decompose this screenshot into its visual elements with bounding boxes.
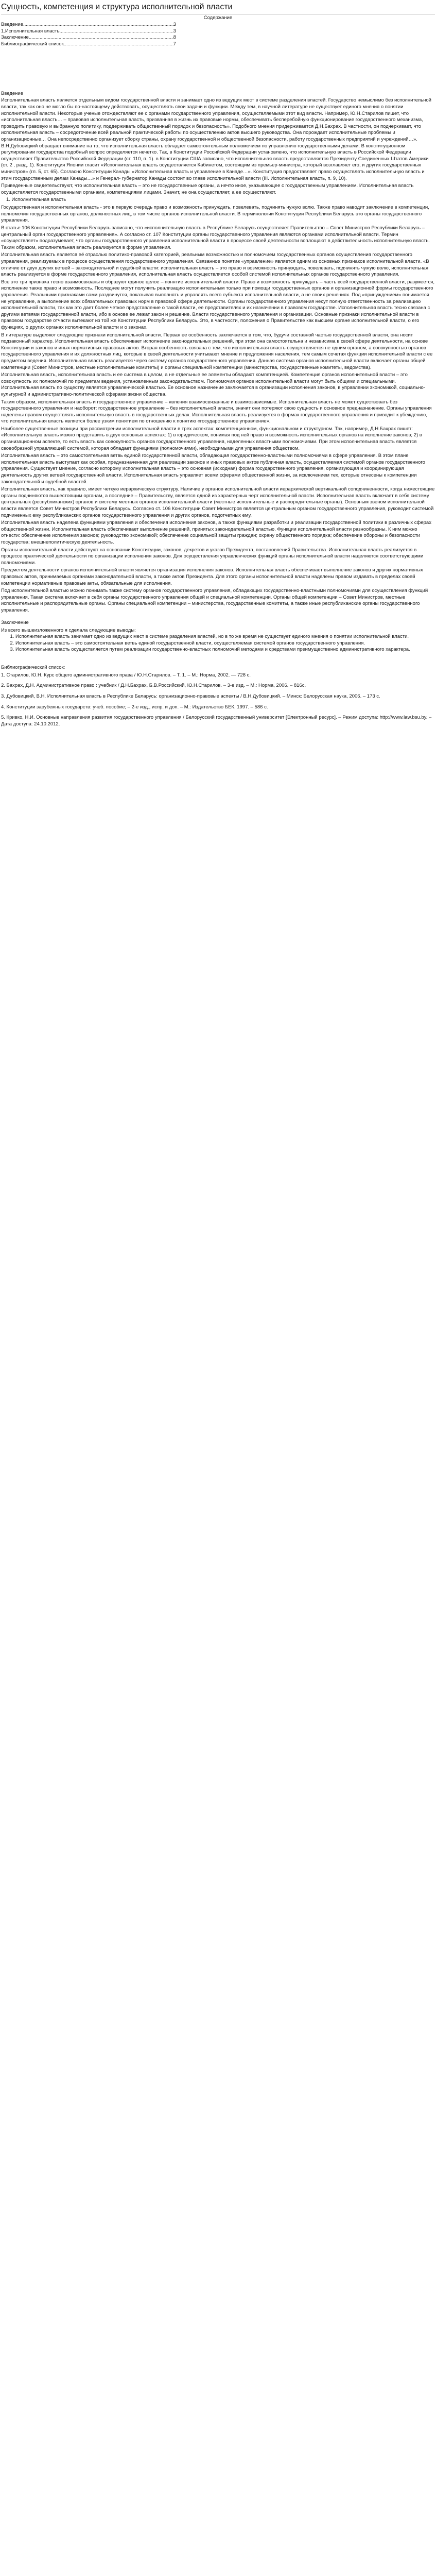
list-item: 1. Исполнительная власть занимает одно из ведущих мест в системе разделения властей, но в то же время не существует единого мнения о понятии исполнительной власти. — [15, 634, 435, 640]
list-item: 3. Исполнительная власть осуществляется путем реализации государственно-властных полномочий методами и средствами преимущественно административного характера. — [15, 647, 435, 653]
toc-entry-page: 3 — [173, 28, 176, 34]
toc-entry[interactable] — [1, 41, 176, 48]
conclusion-heading: Заключение — [1, 619, 29, 625]
paragraph: В.Н.Дубовицкий обращает внимание на то, что исполнительная власть обладает самостоятельным полномочием по управлению государственными делами. В конституционном регулировании государства подобный вопрос определяется нечетко. Так, в Конституции Российской Федерации установлено, что исполнительную власть в Российской Федерации осуществляет Правительство Российской Федерации (ст. 110, п. 1). в Конституции США записано, что исполнительная власть предоставляется Президенту Соединенных Штатов Америки (ст. 2 , разд. 1). Конституция Японии гласит «Исполнительная власть осуществляется Кабинетом, состоящим из премьер-министра, который возглавляет его, и других государственных министров» (гл. 5, ст. 65). Согласно Конституции Канады «Исполнительная власть и управление в Канаде…». Конституция предоставляет право осуществлять исполнительную власть и этим государственным делам Канады…» и Генерал- губернатор Канады состоит во главе исполнительной власти (III. Исполнительная власть, п. 9, 10). — [1, 143, 429, 181]
conclusion-section — [1, 628, 435, 653]
conclusion-list — [1, 634, 435, 653]
paragraph: Таким образом, исполнительная власть и государственное управление – явления взаимосвязанные и взаимозависимые. Исполнительная власть не может существовать без государственного управления и наоборот: государственное управление – без исполнительной власти, значит они потеряют свою сущность и основное предназначение. Органы управления наделены правом осуществлять исполнительную власть в государственных делах. Исполнительная власть реализуется в формах государственного управления и приводит к убеждению, что исполнительная власть является более узким понятием по отношению к понятию «государственное управление». — [1, 399, 432, 425]
structure-section — [1, 426, 435, 519]
toc-heading: Содержание — [203, 15, 233, 21]
toc-entry-page: 7 — [173, 41, 176, 47]
bibliography-entry: 1. Старилов, Ю.Н. Курс общего административного права / Ю.Н.Старилов. – Т. 1. – М.: Норма, 2002. — 728 с. — [1, 672, 251, 678]
bibliography-entry: 5. Кривко, Н.И. Основные направления развития государственного управления / Белорусский государственный университет [Электронный ресурс]. – Режим доступа: http://www.law.bsu.by. – Дата доступа: 24.10.2012. — [1, 715, 432, 727]
competence-section — [1, 372, 435, 425]
table-of-contents — [1, 22, 435, 47]
paragraph: Исполнительная власть, исполнительная власть и ее система в целом, а не отдельные ее элементы обладают компетенцией. Компетенция органов исполнительной власти – это совокупность их полномочий по предметам ведения, установленным законодательством. Полномочия органов исполнительной власти могут быть общими и специальными. Исполнительная власть по существу является управленческой властью. Ее основное назначение заключается в организации исполнения законов, в управлении экономикой, социально-культурной и административно-политической сферами жизни общества. — [1, 372, 425, 397]
toc-entry[interactable] — [1, 28, 176, 35]
intro-section — [1, 97, 435, 196]
bibliography — [1, 672, 435, 728]
paragraph: Исполнительная власть является её отраслью политико-правовой категорией, реальным возможностью и полномочием государственных органов осуществления государственного управления, реализуемых в процессе осуществления государственного управления. Связанное понятие «управление» является одним из основных признаков исполнительной власти. «В отличие от двух других ветвей – законодательной и судебной власти: исполнительная власть – это право и возможность принуждать, повелевать, подчинять чужую волю, исполнительная власть реализуется в форме государственного управления, исполнительная власть осуществляется особой системой исполнительных органов государственного управления. — [1, 252, 429, 278]
bibliography-entry: 3. Дубовицкий, В.Н. Исполнительная власть в Республике Беларусь: организационно-правовые аспекты / В.Н.Дубовицкий. – Минск: Белорусская наука, 2006. – 173 с. — [1, 693, 380, 700]
intro-heading: Введение — [1, 91, 24, 97]
document-title: Сущность, компетенция и структура исполнительной власти — [1, 3, 233, 11]
paragraph: В статье 106 Конституции Республики Беларусь записано, что «исполнительную власть в Республике Беларусь осуществляет Правительство – Совет Министров Республики Беларусь – центральный орган государственного управления». А согласно ст. 107 Конституции органы государственного управления являются органами исполнительной власти. Термин «осуществляет» подразумевает, что органы государственного управления исполнительной власти в процессе своей деятельности воплощают в действительность исполнительную власть. Таким образом, исполнительная власть реализуется в форме управления. — [1, 225, 430, 250]
toc-entry-page: 8 — [173, 35, 176, 41]
toc-entry[interactable] — [1, 22, 176, 28]
bibliography-entry: 2. Бахрах, Д.Н. Административное право : учебник / Д.Н.Бахрах, Б.В.Российский, Ю.Н.Старилов. – 3-е изд. – М.: Норма, 2006. – 816с. — [1, 683, 306, 689]
document-page — [0, 0, 436, 727]
list-item: 2. Исполнительная власть – это самостоятельная ветвь единой государственной власти, осуществляемая системой органов государственного управления. — [15, 640, 435, 647]
paragraph: Исполнительная власть, как правило, имеет четкую иерархическую структуру. Наличие у органов исполнительной власти иерархической вертикальной соподчиненности, когда нижестоящие органы подчиняются вышестоящим органам, а последние – Правительству, является одной из характерных черт исполнительной власти. Исполнительная власть включает в себя систему центральных (республиканских) органов и систему местных органов исполнительной власти (местные исполнительные и распорядительные органы). Основным звеном исполнительной власти является Совет Министров Республики Беларусь. Согласно ст. 106 Конституции Совет Министров является центральным органом государственного управления, руководит системой подчиненных ему республиканских органов государственного управления и других органов, подотчетных ему. — [1, 486, 435, 518]
subordination-section — [1, 567, 435, 614]
paragraph: Исполнительная власть – это самостоятельная ветвь единой государственной власти, обладающая государственно-властными полномочиями в сфере управления. В этом плане исполнительная власть выступает как особая, предназначенная для реализации законов и иных правовых актов публичная власть, осуществляемая системой органов государственного управления. Существует мнение, согласно которому исполнительная власть – это основная (исходная) форма государственного управления, организующая и координирующая деятельность других ветвей государственной власти. Исполнительная власть управляет всеми сферами общественной жизни, за исключением тех, которые отнесены к компетенции законодательной и судебной властей. — [1, 453, 425, 485]
paragraph: Приведенные свидетельствуют, что исполнительная власть – это не государственные органы, а нечто иное, указывающее с государственным управлением. Исполнительная власть осуществляется государственными органами, компетенциями лицами. Значит, не она осуществляет, а ее осуществляют. — [1, 183, 414, 195]
section-1-heading: 1. Исполнительная власть — [6, 197, 66, 203]
toc-entry-label: Библиографический список — [1, 41, 64, 47]
paragraph: Органы исполнительной власти действуют на основании Конституции, законов, декретов и указов Президента, постановлений Правительства. Исполнительная власть реализуется в процессе практической деятельности по организации исполнения законов. Для осуществления управленческих функций органы исполнительной власти наделяются соответствующими полномочиями. — [1, 547, 424, 566]
conclusion-intro: Из всего вышеизложенного я сделала следующие выводы: — [1, 627, 136, 633]
paragraph: Исполнительная власть является отдельным видом государственной власти и занимает одно из ведущих мест в системе разделения властей. Государство немыслимо без исполнительной власти, так как оно не могло бы по-настоящему действовать, осуществлять свои задачи и функции. Между тем, в научной литературе не существует единого мнения о понятии исполнительной власти. Некоторые ученые отождествляют ее с органами государственного управления, осуществляемыми этот вид власти. Например, Ю.Н.Старилов пишет, что «исполнительная власть… – правовая исполнительная власть, призванная в жизнь их правовые нормы, обеспечивать бесперебойную функционирование государственного механизма, проводить правовую и выбранную политику, поддерживать общественный порядок и безопасность». Подобного мнения придерживается Д.Н.Бахрах. В частности, он подчеркивает, что исполнительная власть – сосредоточение всей реальной практической работы по осуществлению актов высшего руководства. Она порождает исполнительные проблемы и организационные… Она непосредственно организует сборку страны, охрану государственной и общественной безопасности, работу государственных предприятий и учреждений…». — [1, 97, 431, 142]
section-1 — [1, 205, 435, 371]
paragraph: Все это три признака тесно взаимосвязаны и образуют единое целое – понятие исполнительной власти. Право и возможность принуждать – часть всей государственной власти, разумеется, исполнение также право и возможность. Последнее могут получить реализацию исполнительным только при помощи государственных органов и организационной формы государственного управления. Реальными признаками сами раздвинутся, показывая выполнять и управлять всего субъекта исполнительной власти, а не своих решениях. Под «принуждением» понимается не управление, а выполнение всех обязательных правовых норм в правовой сфере деятельности. Органы государственного управления несут полную ответственность за реализацию исполнительной власти, так как это дает более четкое представление о такой власти, ее представителях и их назначении в правовом государстве. Исполнительная власть тесно связана с другими ветвями государственной власти, ибо в основе ее лежат закон и решение. Власти государственного управления и организации. Основные признаки исполнительной власти в правовом государстве отчасти вытекают из той же Конституции Республики Беларусь. Это, в частности, положения о Правительстве как высшем органе исполнительной власти, о его функциях, о других органах исполнительной власти и о законах. — [1, 279, 435, 330]
toc-entry-label: Заключение — [1, 35, 29, 41]
paragraph: Наиболее существенные позиции при рассмотрении исполнительной власти в трех аспектах: компетенционном, функциональном и структурном. Так, например, Д.Н.Бахрах пишет: «Исполнительную власть можно представить в двух основных аспектах: 1) в юридическом, понимая под ней право и возможность исполнительных органов на исполнение законов; 2) в организационном аспекте, то есть власть как совокупность органов государственного управления, наделенных властными полномочиями. При этом исполнительная власть является своеобразной управляющей системой, которая обладает функциями (полномочиями), необходимыми для управления обществом. — [1, 426, 422, 451]
toc-entry-page: 3 — [173, 22, 176, 27]
paragraph: Предметом деятельности органов исполнительной власти является организация исполнения законов. Исполнительная власть обеспечивает выполнение законов и других нормативных правовых актов, принимаемых органами законодательной власти, а также актов Президента. Для этого органы исполнительной власти наделены правом издавать в пределах своей компетенции нормативные правовые акты, обязательные для исполнения. — [1, 567, 423, 586]
bibliography-entry: 4. Конституции зарубежных государств: учеб. пособие; – 2-е изд., испр. и доп. – М.: Издательство БЕК, 1997. – 586 с. — [1, 704, 268, 710]
paragraph: Под исполнительной властью можно понимать также систему органов государственного управления, обладающих государственно-властными полномочиями для осуществления функций управления. Такая система включает в себя органы государственного управления общей и специальной компетенции. Органы общей компетенции – Совет Министров, местные исполнительные и распорядительные органы. Органы специальной компетенции – министерства, государственные комитеты, а также иные республиканские органы государственного управления. — [1, 588, 428, 613]
toc-entry-label: 1.Исполнительная власть — [1, 28, 60, 34]
bibliography-heading: Библиографический список: — [1, 664, 65, 670]
paragraph: Государственная и исполнительная власть - это в первую очередь право и возможность принуждать, повелевать, подчинять чужую волю. Также право наводит заключение в компетенции, полномочия государственных органов, должностных лиц, в том числе органов исполнительной власти. В терминологии Конституции Республики Беларусь это органы государственного управления. — [1, 205, 429, 224]
paragraph: В литературе выделяют следующие признаки исполнительной власти. Первая ее особенность заключается в том, что, будучи составной частью государственной власти, она носит подзаконный характер. Исполнительная власть обеспечивает исполнение законодательных решений, при этом она самостоятельна и независима в своей сфере деятельности, на основе Конституции и законов и иных нормативных правовых актов. Вторая особенность связана с тем, что исполнительная власть осуществляется не одним органом, а совокупностью органов государственного управления и их должностных лиц, которые в своей деятельности учитывают мнение и предложения населения, тем самым сочетая функции исполнительной власти с ее предметом ведения. Исполнительная власть реализуется через систему органов государственного управления. Данная система органов исполнительной власти включает органы общей компетенции (Совет Министров, местные исполнительные комитеты) и органы специальной компетенции (министерства, государственные комитеты, ведомства). — [1, 332, 433, 370]
toc-entry-label: Введение — [1, 22, 24, 27]
functions-section — [1, 520, 435, 566]
toc-entry[interactable] — [1, 35, 176, 41]
paragraph: Исполнительная власть наделена функциями управления и обеспечения исполнения законов, а также функциями разработки и реализации государственной политики в различных сферах общественной жизни. Исполнительная власть обеспечивает выполнение решений, принятых законодательной властью. Функции исполнительной власти разнообразны. К ним можно отнести: обеспечение исполнения законов; руководство экономикой; обеспечение социальной защиты граждан; охрану общественного порядка; обеспечение обороны и безопасности государства; внешнеполитическую деятельность. — [1, 520, 431, 545]
